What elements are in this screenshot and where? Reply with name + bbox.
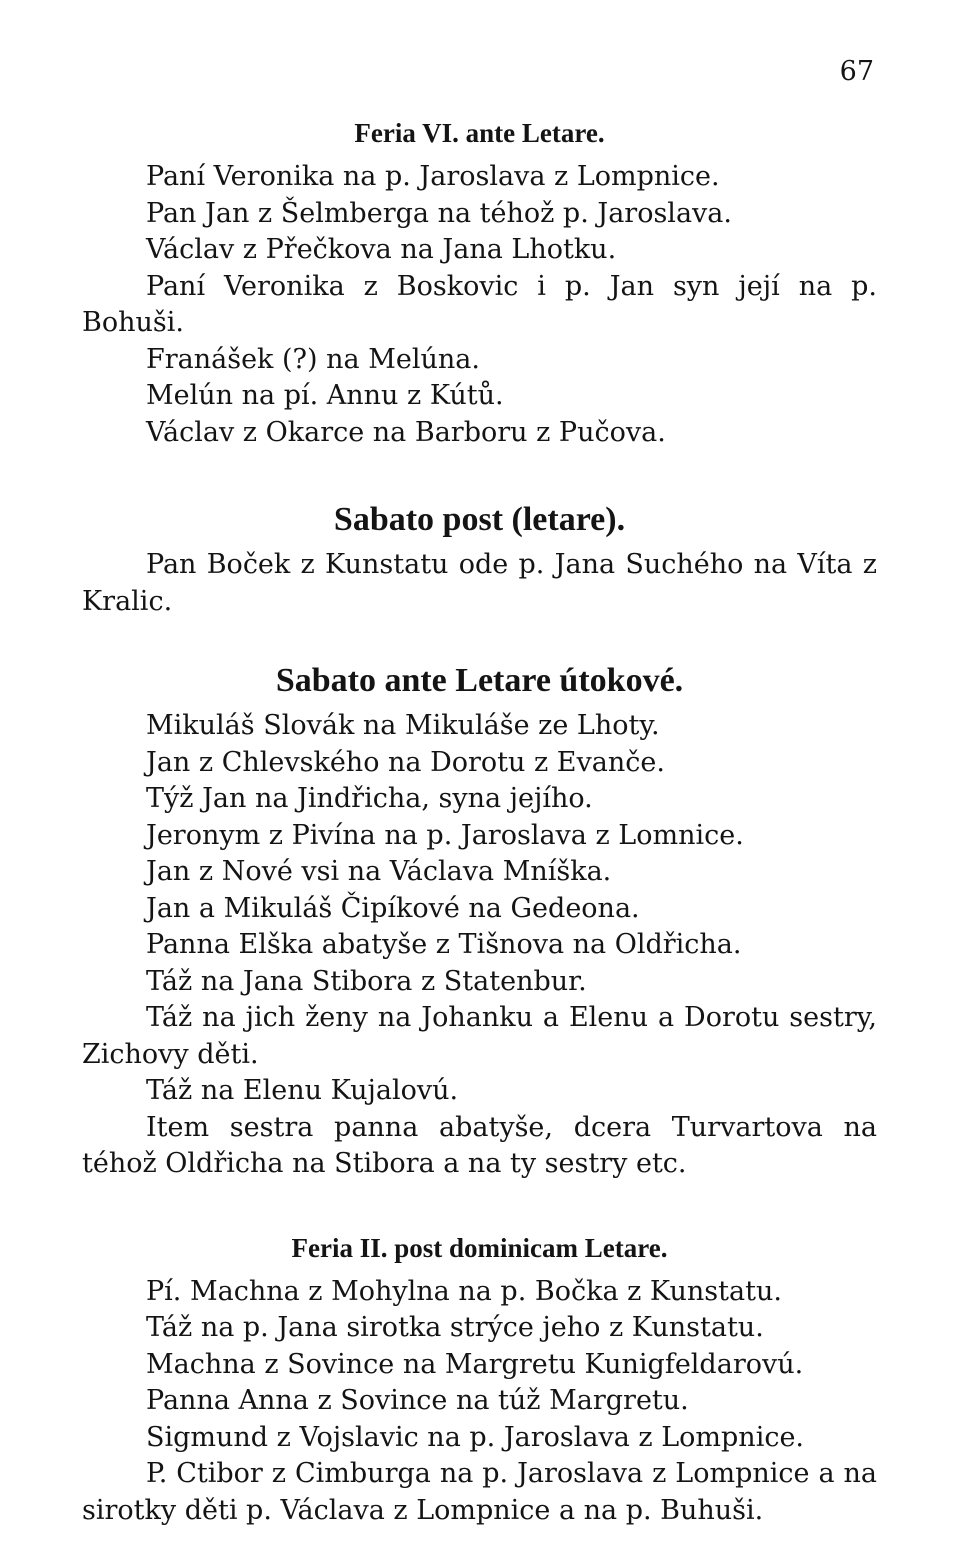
entry: Paní Veronika z Boskovic i p. Jan syn její na p. Bohuši.	[82, 270, 877, 338]
section-sabato-post	[82, 501, 877, 620]
entry: Pan Jan z Šelmberga na téhož p. Jaroslava.	[146, 197, 732, 229]
entry: Panna Elška abatyše z Tišnova na Oldřicha.	[146, 929, 742, 960]
entry: Panna Anna z Sovince na túž Margretu.	[146, 1385, 689, 1416]
section-feria-ii	[82, 1233, 877, 1530]
entry: Jan z Nové vsi na Václava Mníška.	[146, 856, 612, 887]
section-heading: Sabato post (letare).	[333, 501, 626, 538]
section-feria-vi	[82, 118, 877, 451]
page-number: 67	[839, 56, 874, 87]
document-body	[82, 118, 877, 1567]
section-heading: Feria VI. ante Letare.	[354, 118, 605, 148]
entry: Václav z Okarce na Barboru z Pučova.	[146, 416, 666, 448]
entry: Pí. Machna z Mohylna na p. Bočka z Kunstatu.	[146, 1275, 782, 1307]
entry: Machna z Sovince na Margretu Kunigfeldarovú.	[146, 1348, 804, 1380]
entry: P. Ctibor z Cimburga na p. Jaroslava z Lompnice a na sirotky děti p. Václava z Lompnice a na p. Buhuši.	[82, 1458, 877, 1526]
section-heading: Feria II. post dominicam Letare.	[291, 1232, 668, 1263]
entry: Týž Jan na Jindřicha, syna jejího.	[146, 783, 593, 814]
entry: Jeronym z Pivína na p. Jaroslava z Lomnice.	[146, 819, 744, 851]
entry: Paní Veronika na p. Jaroslava z Lompnice.	[146, 161, 720, 192]
entry: Václav z Přečkova na Jana Lhotku.	[146, 234, 617, 265]
entry: Franášek (?) na Melúna.	[146, 343, 480, 375]
section-sabato-ante	[82, 662, 877, 1183]
entry: Melún na pí. Annu z Kútů.	[146, 380, 504, 411]
entry: Pan Boček z Kunstatu ode p. Jana Suchého na Víta z Kralic.	[82, 549, 877, 617]
entry: Jan z Chlevského na Dorotu z Evanče.	[146, 746, 665, 778]
entry: Táž na p. Jana sirotka strýce jeho z Kunstatu.	[146, 1312, 764, 1343]
entry: Táž na Elenu Kujalovú.	[146, 1075, 459, 1106]
entry: Táž na jich ženy na Johanku a Elenu a Dorotu sestry, Zichovy děti.	[82, 1002, 877, 1070]
entry: Jan a Mikuláš Čipíkové na Gedeona.	[146, 892, 640, 924]
entry: Item sestra panna abatyše, dcera Turvartova na téhož Oldřicha na Stibora a na ty sestry etc.	[82, 1111, 877, 1179]
section-heading: Sabato ante Letare útokové.	[275, 662, 684, 699]
entry: Mikuláš Slovák na Mikuláše ze Lhoty.	[146, 710, 660, 741]
entry: Táž na Jana Stibora z Statenbur.	[146, 965, 587, 997]
entry: Sigmund z Vojslavic na p. Jaroslava z Lompnice.	[146, 1421, 805, 1453]
